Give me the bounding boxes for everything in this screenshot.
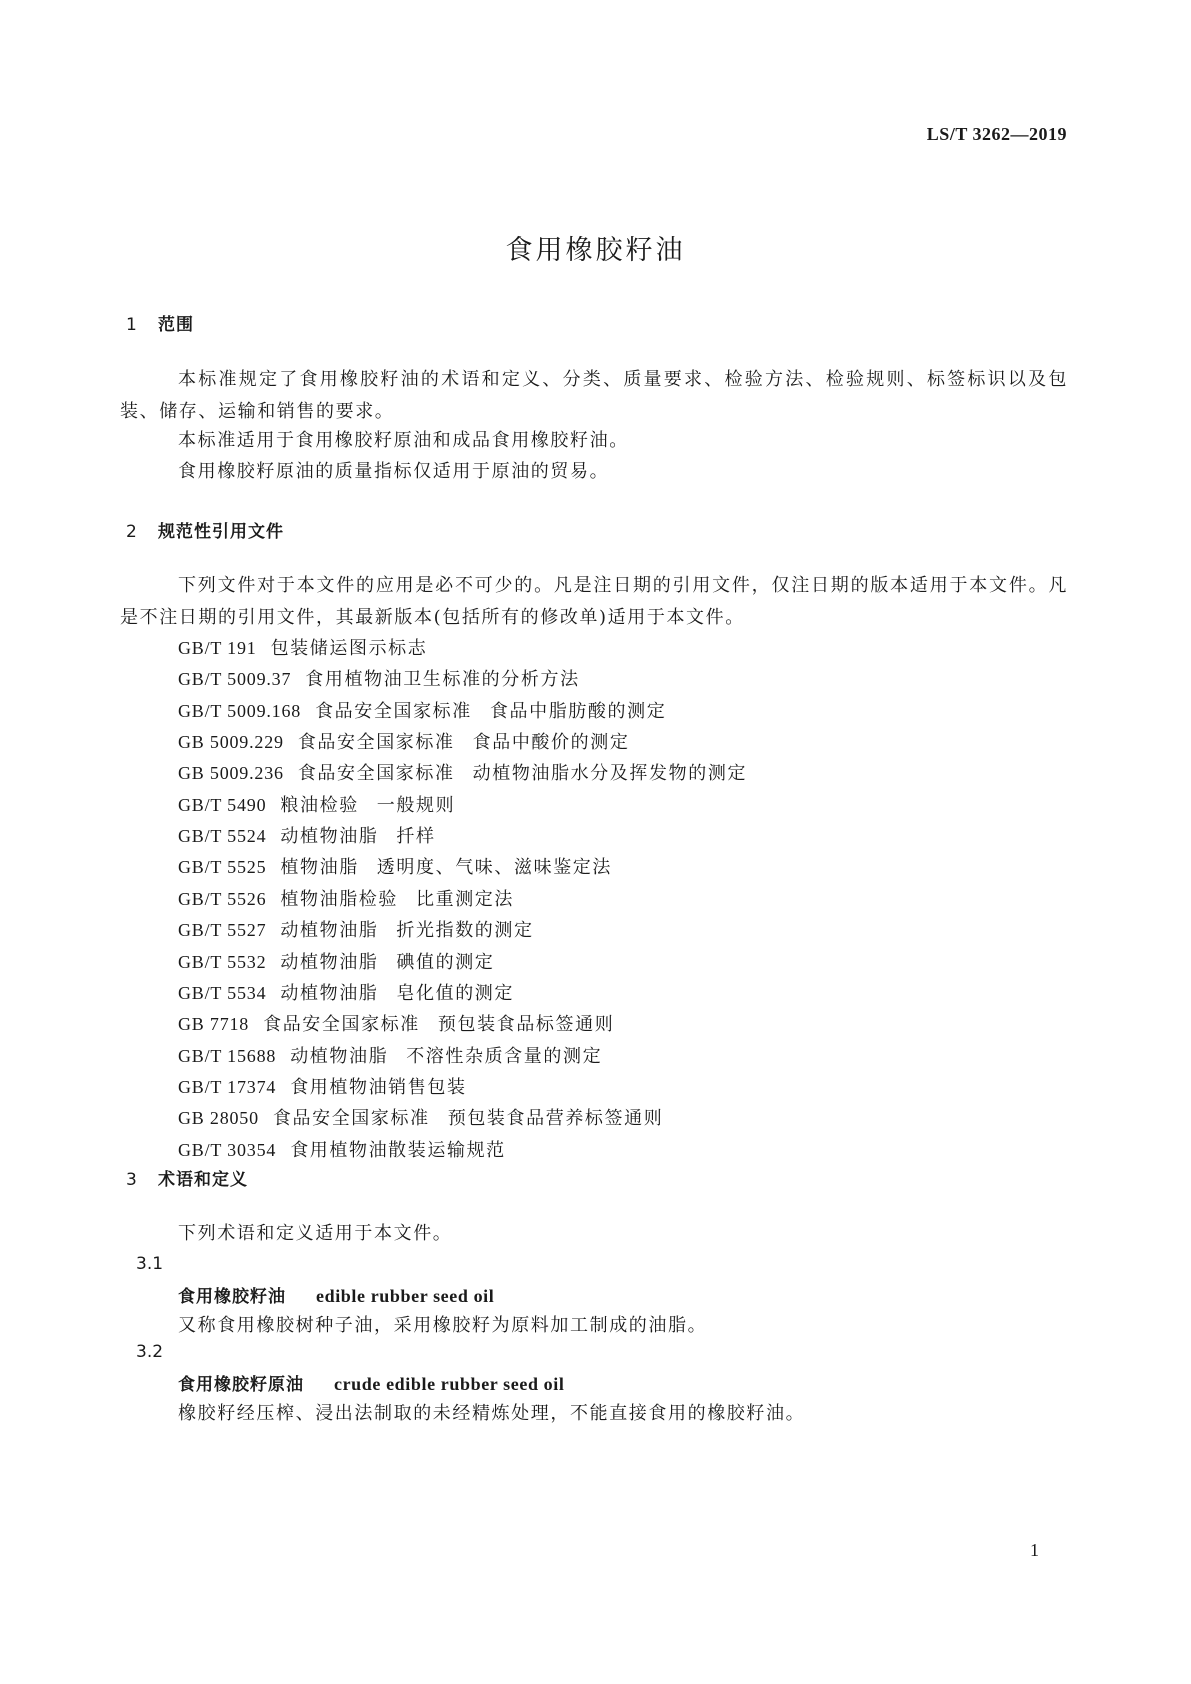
reference-item: [178, 759, 747, 785]
reference-code: GB/T 5532: [178, 951, 267, 972]
references-intro: 下列文件对于本文件的应用是必不可少的。凡是注日期的引用文件，仅注日期的版本适用于本文件。凡是不注日期的引用文件，其最新版本(包括所有的修改单)适用于本文件。: [120, 575, 1068, 628]
reference-code: GB/T 5534: [178, 982, 267, 1003]
section-title: 范围: [158, 315, 194, 335]
reference-item: [178, 697, 666, 723]
reference-title: 食品安全国家标准: [263, 1014, 420, 1036]
reference-title: 动植物油脂: [280, 982, 379, 1004]
reference-code: GB 28050: [178, 1108, 259, 1129]
reference-code: GB/T 5490: [178, 794, 267, 815]
section-3-heading: [126, 1165, 248, 1190]
reference-title: 动植物油脂: [280, 920, 379, 942]
reference-title: 食用植物油销售包装: [290, 1076, 467, 1098]
document-title: 食用橡胶籽油: [505, 235, 686, 266]
reference-item: [178, 1136, 506, 1162]
reference-item: [178, 728, 629, 754]
reference-title: 透明度、气味、滋味鉴定法: [376, 857, 612, 879]
reference-title: 食品中脂肪酸的测定: [489, 700, 667, 722]
reference-title: 不溶性杂质含量的测定: [406, 1045, 603, 1067]
scope-paragraph: 本标准规定了食用橡胶籽油的术语和定义、分类、质量要求、检验方法、检验规则、标签标识以及包装、储存、运输和销售的要求。: [120, 369, 1068, 422]
reference-title: 预包装食品营养标签通则: [447, 1108, 664, 1130]
reference-item: [178, 634, 427, 660]
reference-code: GB/T 5526: [178, 888, 267, 909]
reference-code: GB/T 15688: [178, 1045, 277, 1066]
reference-code: GB/T 5009.37: [178, 669, 292, 690]
reference-title: 皂化值的测定: [396, 982, 514, 1004]
term-heading: [178, 1282, 494, 1307]
term-definition: 橡胶籽经压榨、浸出法制取的未经精炼处理，不能直接食用的橡胶籽油。: [178, 1403, 806, 1424]
term-english: edible rubber seed oil: [316, 1286, 495, 1306]
scope-paragraph: 食用橡胶籽原油的质量指标仅适用于原油的贸易。: [178, 461, 610, 482]
term-chinese: 食用橡胶籽油: [178, 1287, 286, 1307]
reference-title: 预包装食品标签通则: [437, 1014, 615, 1036]
reference-title: 食品中酸价的测定: [472, 732, 630, 754]
reference-item: [178, 979, 514, 1005]
term-number: 3.1: [136, 1254, 164, 1274]
term-number: 3.2: [136, 1342, 164, 1362]
term-chinese: 食用橡胶籽原油: [178, 1375, 304, 1395]
reference-code: GB 7718: [178, 1014, 250, 1035]
reference-item: [178, 853, 612, 879]
reference-code: GB/T 191: [178, 638, 257, 658]
reference-code: GB 5009.229: [178, 732, 284, 753]
reference-item: [178, 791, 455, 817]
reference-title: 动植物油脂: [280, 826, 379, 848]
reference-title: 动植物油脂: [280, 951, 379, 973]
reference-item: [178, 1010, 614, 1036]
reference-title: 动植物油脂: [290, 1045, 389, 1067]
reference-title: 植物油脂检验: [280, 888, 398, 910]
reference-code: GB/T 5524: [178, 826, 267, 847]
reference-item: [178, 1104, 663, 1130]
reference-item: [178, 948, 494, 974]
term-definition: 又称食用橡胶树种子油，采用橡胶籽为原料加工制成的油脂。: [178, 1315, 708, 1336]
reference-item: [178, 916, 534, 942]
section-1-heading: [126, 310, 194, 335]
section-2-heading: [126, 517, 284, 542]
reference-item: [178, 885, 514, 911]
reference-code: GB/T 17374: [178, 1076, 277, 1097]
reference-code: GB 5009.236: [178, 763, 284, 784]
reference-title: 扦样: [396, 826, 436, 848]
reference-title: 包装储运图示标志: [270, 638, 428, 659]
reference-title: 一般规则: [376, 794, 456, 816]
reference-item: [178, 1073, 467, 1099]
reference-code: GB/T 5525: [178, 857, 267, 878]
reference-title: 粮油检验: [280, 794, 359, 816]
term-heading: [178, 1370, 564, 1395]
standard-code: LS/T 3262—2019: [926, 124, 1067, 144]
reference-title: 碘值的测定: [396, 951, 495, 973]
reference-item: [178, 822, 436, 848]
reference-title: 植物油脂: [280, 857, 359, 879]
reference-code: GB/T 5527: [178, 920, 267, 941]
section-number: 2: [126, 522, 138, 542]
reference-title: 食品安全国家标准: [297, 732, 455, 754]
section-number: 3: [126, 1170, 138, 1190]
section-number: 1: [126, 315, 138, 335]
reference-title: 动植物油脂水分及挥发物的测定: [472, 763, 748, 785]
reference-title: 食用植物油散装运输规范: [290, 1139, 506, 1161]
terms-intro: 下列术语和定义适用于本文件。: [178, 1223, 453, 1244]
reference-title: 折光指数的测定: [396, 920, 534, 942]
reference-code: GB/T 5009.168: [178, 700, 302, 721]
reference-code: GB/T 30354: [178, 1139, 277, 1160]
reference-item: [178, 1042, 602, 1068]
reference-title: 食品安全国家标准: [315, 700, 472, 722]
scope-paragraph: 本标准适用于食用橡胶籽原油和成品食用橡胶籽油。: [178, 430, 629, 451]
reference-title: 比重测定法: [416, 888, 514, 910]
reference-title: 食品安全国家标准: [297, 763, 455, 785]
page-number: 1: [1030, 1540, 1039, 1560]
section-title: 规范性引用文件: [158, 522, 284, 542]
reference-title: 食用植物油卫生标准的分析方法: [305, 669, 580, 691]
term-english: crude edible rubber seed oil: [334, 1374, 565, 1394]
reference-item: [178, 665, 580, 691]
reference-title: 食品安全国家标准: [272, 1108, 430, 1130]
section-title: 术语和定义: [158, 1170, 248, 1190]
